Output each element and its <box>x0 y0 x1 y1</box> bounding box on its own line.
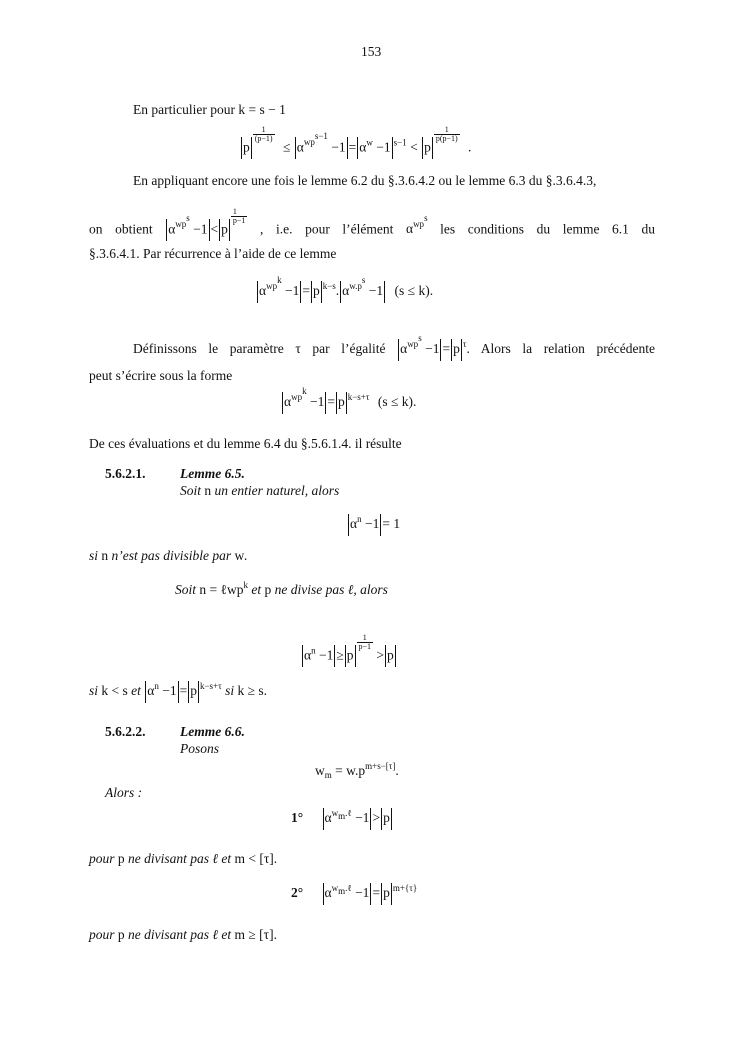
text-line-5: Définissons le paramètre τ par l’égalité $\alpha^{wp^s} -1 = p$ $^\tau$. Alors la relation précédente <box>133 338 655 361</box>
text-line-3: on obtient $\alpha^{wp^s} -1 < p$ $\frac{1}{p-1}$ , i.e. pour l’élément $\alpha^{wp^s}$ les conditions du lemme 6.1 du <box>89 208 655 241</box>
equation-6: $w_m = w.p^{m+s-[\tau]}$. <box>315 761 399 780</box>
equation-4: $\alpha^n -1 = 1$ <box>347 514 400 536</box>
text-line-10: si k < s et $\alpha^n -1 = p$ $^{k-s+\tau}$ si k ≥ s. <box>89 681 267 703</box>
equation-1: p $\frac{1}{(p-1)}$ ≤ $\alpha^{wp^{s-1}} -1 = \alpha^w -1$ $^{s-1}$ < p $\frac{1}{p(p-1)}$ . <box>240 126 471 159</box>
math-inequality: $\alpha^{wp^s} -1 < p$ $\frac{1}{p-1}$ <box>165 208 247 241</box>
section-title-1: Lemme 6.5. <box>180 466 245 481</box>
text-line-2: En appliquant encore une fois le lemme 6.2 du §.3.6.4.2 ou le lemme 6.3 du §.3.6.4.3, <box>133 173 597 188</box>
lemma-6-5-intro: Soit n un entier naturel, alors <box>180 483 340 498</box>
text-line-8: si n n’est pas divisible par w. <box>89 548 248 563</box>
equation-2: $\alpha^{wp^k} -1 = p$ $^{k-s}$. $\alpha^{w.p^s} -1$ (s ≤ k). <box>256 280 433 303</box>
section-number-1: 5.6.2.1. <box>105 466 146 481</box>
equation-5: $\alpha^n -1 \ge p$ $\frac{1}{p-1}$ > p <box>301 634 397 667</box>
text-line-7: De ces évaluations et du lemme 6.4 du §.5.6.1.4. il résulte <box>89 436 402 451</box>
text-line-9: Soit n = ℓwp$^k$ et p ne divise pas ℓ, alors <box>175 580 388 597</box>
case-2: 2° $\alpha^{w_m.\ell} -1 = p$ $^{m+\{\tau\}}$ <box>291 883 417 905</box>
math-k-eq: k = s − 1 <box>238 102 286 117</box>
math-element: $\alpha^{wp^s}$ <box>405 213 428 237</box>
text-line-12: pour p ne divisant pas ℓ et m ≥ [τ]. <box>89 927 277 942</box>
section-number-2: 5.6.2.2. <box>105 724 146 739</box>
text-line-11: pour p ne divisant pas ℓ et m < [τ]. <box>89 851 278 866</box>
text-line-6: peut s’écrire sous la forme <box>89 368 233 383</box>
alors-label: Alors : <box>105 785 143 800</box>
equation-3: $\alpha^{wp^k} -1 = p$ $^{k-s+\tau}$ (s ≤ k). <box>281 391 416 414</box>
case-1: 1° $\alpha^{w_m.\ell} -1 > p$ <box>291 808 393 830</box>
page-number: 153 <box>361 44 382 59</box>
text-line-4: §.3.6.4.1. Par récurrence à l’aide de ce lemme <box>89 246 337 261</box>
lemma-6-6-posons: Posons <box>180 741 220 756</box>
section-title-2: Lemme 6.6. <box>180 724 245 739</box>
text-line-1: En particulier pour k = s − 1 <box>133 102 286 117</box>
math-tau-def: $\alpha^{wp^s} -1 = p$ $^\tau$ <box>397 338 466 361</box>
